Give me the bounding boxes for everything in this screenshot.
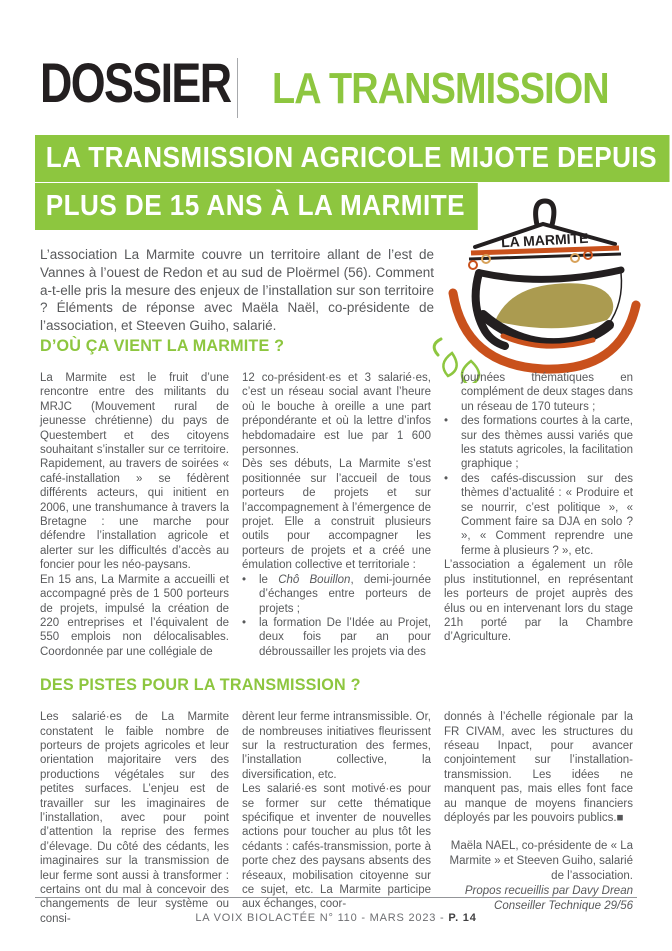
bullet-icon: • [444, 472, 449, 485]
bullet-item [444, 472, 633, 558]
body-paragraph: L’association a également un rôle plus institutionnel, en représentant les porteurs de projet auprès des élus ou en intervenant lors du stage 21h porté par la Chambre d’Agriculture. [444, 559, 633, 644]
section-transmission-columns [40, 710, 634, 926]
bullet-item-text: la formation De l’Idée au Projet, deux fois par an pour débroussailler les projets via des [259, 616, 431, 658]
bullet-item [242, 616, 431, 659]
intro-paragraph: L’association La Marmite couvre un territoire allant de l’est de Vannes à l’ouest de Redon et au sud de Ploërmel (56). Comment a-t-elle pris la mesure des enjeux de l’installation sur son territoire ? Éléments de réponse avec Maëla Naël, co-présidente de l’association, et Steeven Guiho, salarié. [40, 247, 434, 334]
bullet-icon: • [242, 616, 247, 629]
byline-authors: Maëla NAEL, co-présidente de « La Marmite » et Steeven Guiho, salarié de l’association. [449, 840, 633, 882]
footer-issue-label: LA VOIX BIOLACTÉE N° 110 - MARS 2023 - [195, 912, 449, 924]
bullet-item-text: des formations courtes à la carte, sur des thèmes aussi variés que les statuts agricoles, la facilitation graphique ; [461, 415, 633, 471]
bullet-item [444, 414, 633, 472]
section-heading-transmission: DES PISTES POUR LA TRANSMISSION ? [40, 675, 361, 695]
byline-credit: Propos recueillis par Davy Drean [464, 884, 633, 897]
body-paragraph: Les salarié·es de La Marmite constatent le faible nombre de porteurs de projets agricoles et leur orientation majoritaire vers des productions végétales sur des petites surfaces. L’enjeu est de travailler sur les imaginaires de l’installation, avec pour point d’attention la reprise des fermes d’élevage. Du côté des cédants, les imaginaires sur la transmission de leur ferme sont aussi à transformer : certains ont du mal à concevoir des changements de leur système ou consi- [40, 711, 229, 925]
pot-logo-label: LA MARMITE [500, 229, 589, 251]
footer [0, 912, 672, 924]
byline-credit-role: Conseiller Technique 29/56 [494, 899, 633, 912]
page-kicker: DOSSIER [40, 51, 231, 114]
text-column-2 [242, 371, 431, 659]
body-paragraph: Les salarié·es sont motivé·es pour se former sur cette thématique spécifique et inventer de nouvelles actions pour toucher au plus tôt les cédants : cafés-transmission, porte à porte chez des paysans absents des réseaux, mobilisation citoyenne sur ce sujet, etc. La Marmite participe aux échanges, coor- [242, 783, 431, 911]
pot-contents-icon [495, 283, 613, 328]
header-divider [237, 58, 238, 118]
dossier-title: LA TRANSMISSION [272, 64, 609, 113]
section-origin-columns [40, 371, 634, 659]
bullet-item-text: le Chô Bouillon, demi-journée d’échanges entre porteurs de projets ; [259, 573, 431, 615]
article-body [40, 336, 634, 926]
footer-divider [35, 897, 637, 898]
bullet-item [242, 573, 431, 616]
byline [444, 839, 633, 913]
text-column-1 [40, 371, 229, 659]
text-column-2 [242, 710, 431, 912]
body-paragraph: donnés à l’échelle régionale par la FR CIVAM, avec les structures du réseau Inpact, pour avancer conjointement sur l’installation-transmission. Les idées ne manquent pas, mais elles font face au manque de moyens financiers déployés par les pouvoirs publics.■ [444, 711, 633, 824]
body-paragraph: dèrent leur ferme intransmissible. Or, de nombreuses initiatives fleurissent sur la restructuration des fermes, l’installation collective, la diversification, etc. [242, 711, 431, 781]
body-paragraph: En 15 ans, La Marmite a accueilli et accompagné près de 1 500 porteurs de projets, impulsé la création de 220 entreprises et l’équivalent de 550 emplois non délocalisables. Coordonnée par une collégiale de [40, 573, 229, 658]
headline-line-1: LA TRANSMISSION AGRICOLE MIJOTE DEPUIS [35, 135, 670, 182]
text-column-3 [444, 371, 633, 645]
body-paragraph: 12 co-président·es et 3 salarié·es, c’est un réseau social avant l’heure où le bouche à oreille a une part prépondérante et où la lettre d’infos hebdomadaire est lue par 1 600 personnes. [242, 372, 431, 457]
bullet-icon: • [444, 415, 449, 428]
text-column-1 [40, 710, 229, 926]
body-paragraph: Dès ses débuts, La Marmite s’est positionnée sur l’accueil de tous porteurs de projets et sur l’accompagnement à l’émergence de projet. Elle a construit plusieurs outils pour accompagner les porteurs de projets et a créé une émulation collective et territoriale : [242, 458, 431, 572]
pot-handle-icon [536, 201, 554, 225]
footer-page-number: P. 14 [448, 912, 477, 924]
text-column-3 [444, 710, 633, 913]
bullet-continuation-text: journées thématiques en complément de deux stages dans un réseau de 170 tuteurs ; [461, 372, 633, 413]
bullet-icon: • [242, 573, 247, 586]
section-heading-origin: D’OÙ ÇA VIENT LA MARMITE ? [40, 336, 285, 355]
headline-line-2: PLUS DE 15 ANS À LA MARMITE [35, 183, 478, 230]
body-paragraph: La Marmite est le fruit d’une rencontre entre des militants du MRJC (Mouvement rural de jeunesse chrétienne) du pays de Questembert et des citoyens souhaitant s’installer sur ce territoire. Rapidement, au travers de soirées « café-installation » se fédèrent différents acteurs, qui initient en 2006, une transhumance à travers la Bretagne : une marche pour défendre l’installation agricole et alerter sur les difficultés d’accès au foncier pour les néo-paysans. [40, 372, 229, 572]
bullet-item-text: des cafés-discussion sur des thèmes d’actualité : « Produire et se nourrir, c’est politique », « Comment faire sa DJA en solo ? », « Comment reprendre une ferme à plusieurs ? », etc. [461, 472, 633, 557]
